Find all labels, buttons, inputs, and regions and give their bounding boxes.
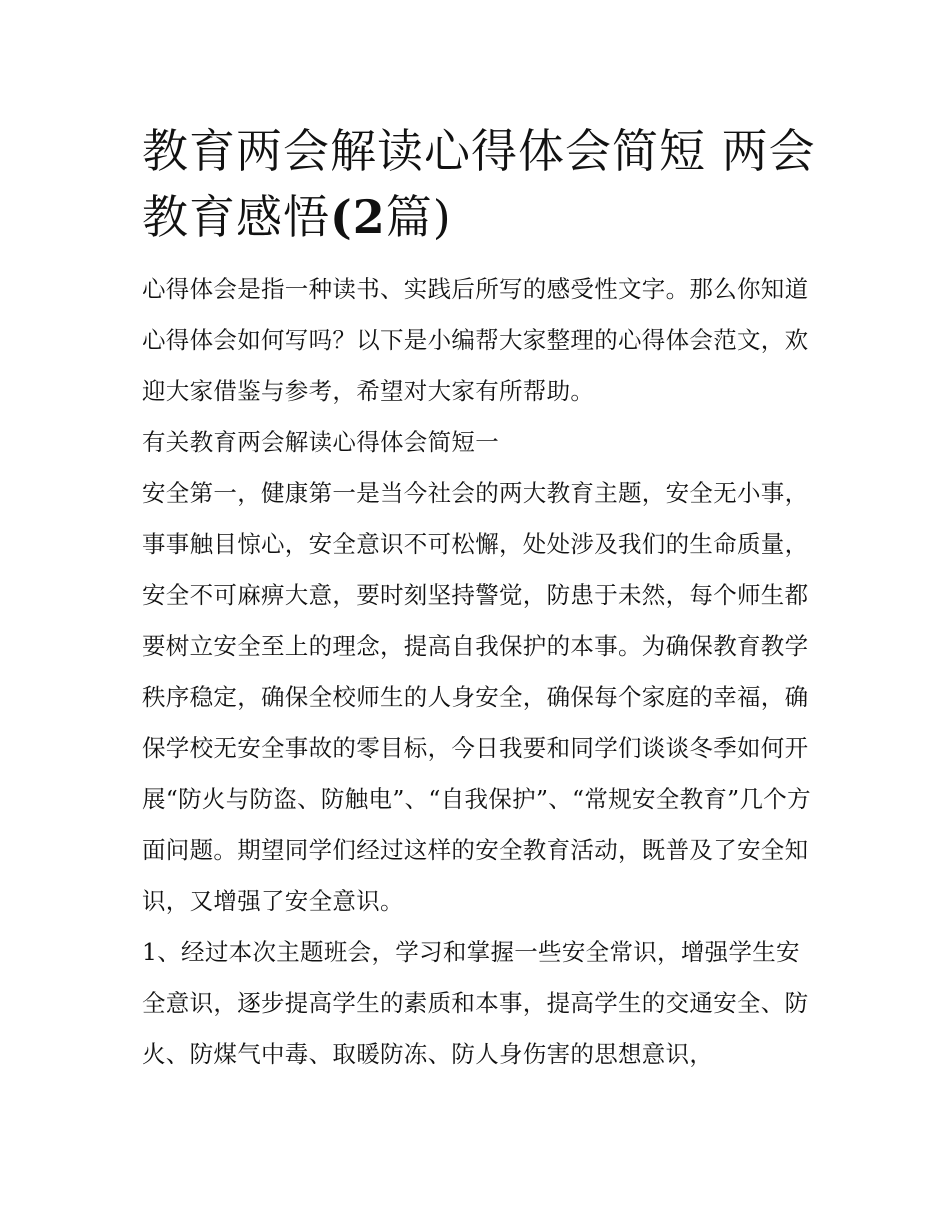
body-paragraph: 安全第一，健康第一是当今社会的两大教育主题，安全无小事，事事触目惊心，安全意识不可松懈，处处涉及我们的生命质量，安全不可麻痹大意，要时刻坚持警觉，防患于未然，每个师生都要树立安全至上的理念，提高自我保护的本事。为确保教育教学秩序稳定，确保全校师生的人身安全，确保每个家庭的幸福，确保学校无安全事故的零目标，今日我要和同学们谈谈冬季如何开展“防火与防盗、防触电”、“自我保护”、“常规安全教育”几个方面问题。期望同学们经过这样的安全教育活动，既普及了安全知识，又增强了安全意识。 xyxy=(142,479,811,915)
title-suffix: 篇) xyxy=(385,190,452,244)
intro-paragraph: 心得体会是指一种读书、实践后所写的感受性文字。那么你知道心得体会如何写吗？以下是小编帮大家整理的心得体会范文，欢迎大家借鉴与参考，希望对大家有所帮助。 xyxy=(142,275,809,405)
numbered-paragraph: 1、经过本次主题班会，学习和掌握一些安全常识，增强学生安全意识，逐步提高学生的素质和本事，提高学生的交通安全、防火、防煤气中毒、取暖防冻、防人身伤害的思想意识， xyxy=(142,938,809,1068)
title-count: (2 xyxy=(330,190,386,244)
document-body xyxy=(142,118,818,1080)
title-text: 教育两会解读心得体会简短 两会教育感悟 xyxy=(142,124,816,244)
document-title xyxy=(142,118,818,250)
section-heading: 有关教育两会解读心得体会简短一 xyxy=(142,428,499,456)
